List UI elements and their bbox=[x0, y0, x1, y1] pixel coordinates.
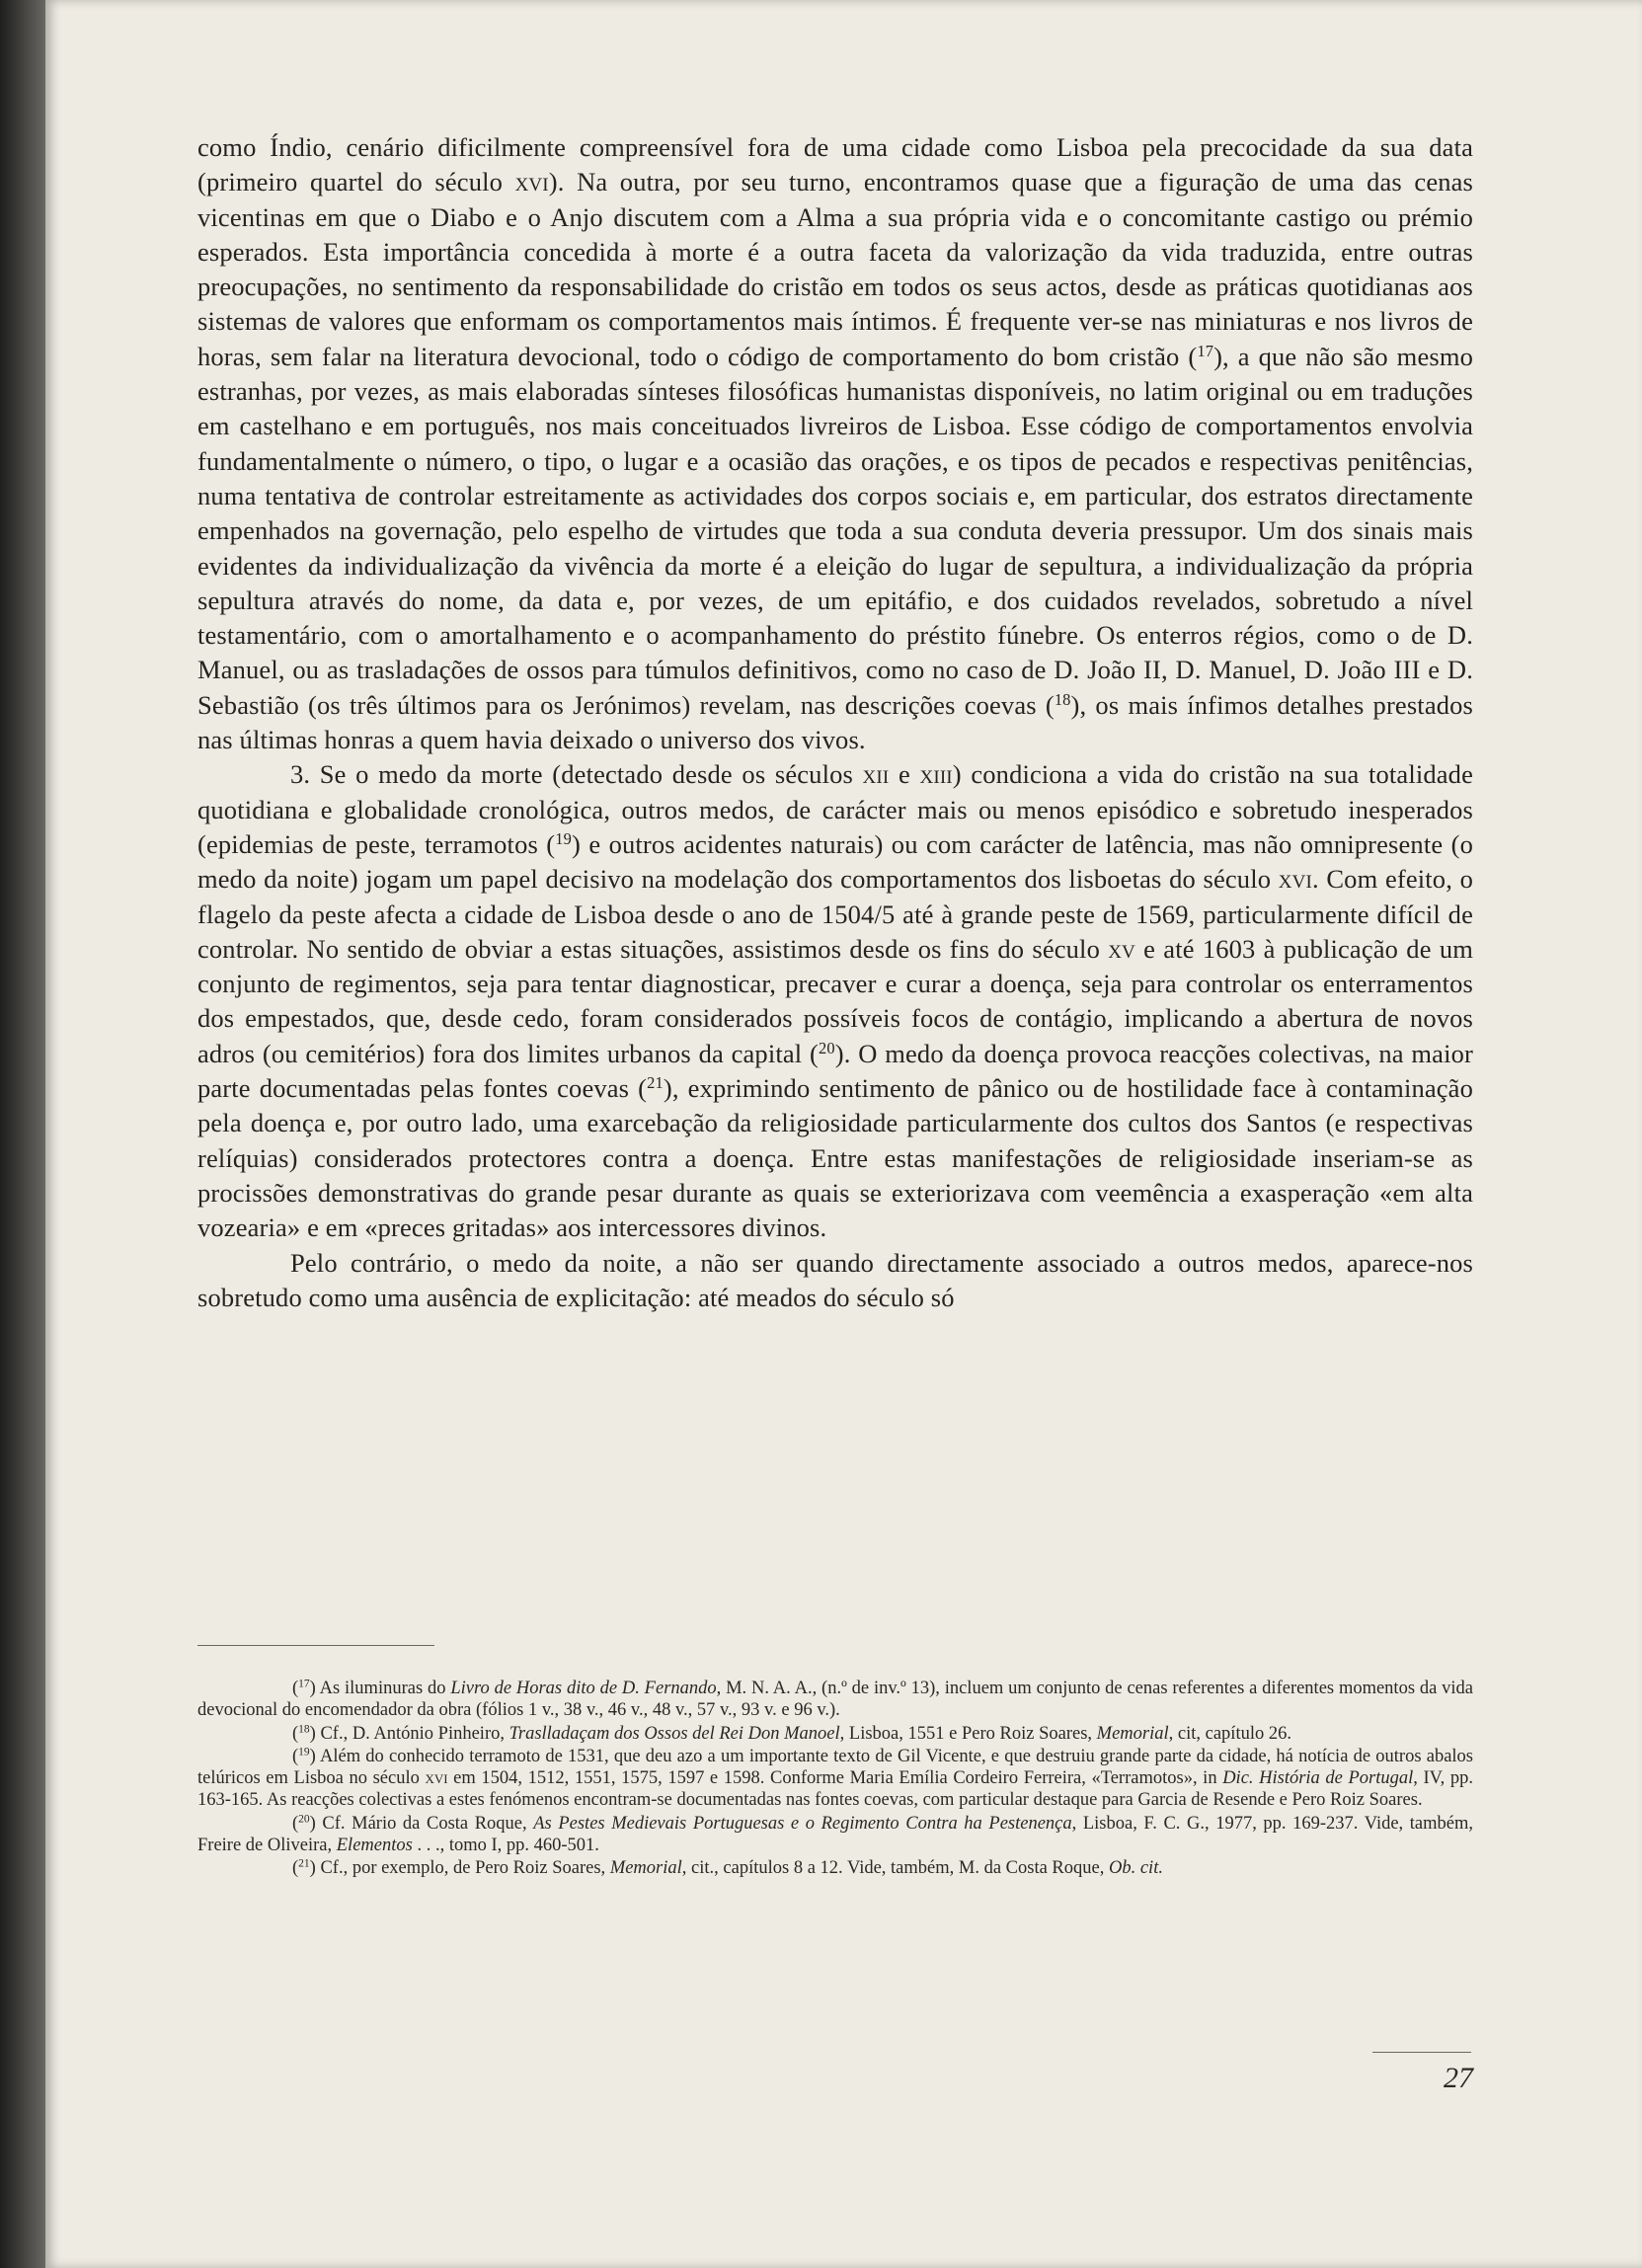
text-run: ) e outros acidentes naturais) ou com carácter de latência, mas não omnipresente (o medo da noite) jogam um papel decisivo na modelação dos comportamentos dos lisboetas do século bbox=[197, 828, 1473, 895]
italic-title: Dic. História de Portugal bbox=[1222, 1768, 1414, 1789]
century-numeral: xii bbox=[862, 759, 890, 790]
footnote-marker: 20 bbox=[298, 1813, 310, 1826]
text-run: . Com efeito, o flagelo da peste afecta a cidade de Lisboa desde o ano de 1504/5 até à grande peste de 1569, particularmente difícil de controlar. No sentido de obviar a estas situações, assistimos desde os fins do século bbox=[197, 864, 1473, 964]
text-run: , Lisboa, F. C. G., 1977, pp. 169-237. Vide, também, Freire de Oliveira, bbox=[197, 1813, 1473, 1855]
text-run: . . ., tomo I, pp. 460-501. bbox=[412, 1835, 599, 1855]
text-run: e até 1603 à publicação de um conjunto de regimentos, seja para tentar diagnosticar, precaver e curar a doença, seja para controlar os enterramentos dos empestados, que, desde cedo, foram considerados possíveis focos de contágio, implicando a abertura de novos adros (ou cemitérios) fora dos limites urbanos da capital ( bbox=[197, 933, 1473, 1068]
text-run: como Índio, cenário dificilmente compreensível fora de uma cidade como Lisboa pela precocidade da sua data (primeiro quartel do século bbox=[197, 132, 1473, 197]
text-run: ). O medo da doença provoca reacções colectivas, na maior parte documentadas pelas fontes coevas ( bbox=[197, 1038, 1473, 1104]
text-run: ). Na outra, por seu turno, encontramos quase que a figuração de uma das cenas vicentinas em que o Diabo e o Anjo discutem com a Alma a sua própria vida e o concomitante castigo ou prémio esperados. Esta importância concedida à morte é a outra faceta da valorização da vida traduzida, entre outras preocupações, no sentimento da responsabilidade do cristão em todos os seus actos, desde as práticas quotidianas aos sistemas de valores que enformam os comportamentos mais íntimos. É frequente ver-se nas miniaturas e nos livros de horas, sem falar na literatura devocional, todo o código de comportamento do bom cristão ( bbox=[197, 167, 1474, 371]
italic-title: Elementos bbox=[336, 1835, 413, 1855]
footnote: ($^{17}$) As iluminuras do Livro de Horas dito de D. Fernando, M. N. A. A., (n.º de inv.º 13), incluem um conjunto de cenas referentes a diferentes momentos da vida devocional do encomendador da obra (fólios 1 v., 38 v., 46 v., 48 v., 57 v., 93 v. e 96 v.). bbox=[197, 1678, 1474, 1720]
century-numeral: xv bbox=[1108, 933, 1135, 964]
footnote: ($^{21}$) Cf., por exemplo, de Pero Roiz Soares, Memorial, cit., capítulos 8 a 12. Vide, também, M. da Costa Roque, Ob. cit. bbox=[292, 1858, 1163, 1879]
text-run: 3. Se o medo da morte (detectado desde os séculos bbox=[290, 759, 863, 790]
footnote-separator bbox=[197, 1645, 434, 1646]
text-run: Cf., por exemplo, de Pero Roiz Soares, bbox=[315, 1858, 610, 1879]
page-number: 27 bbox=[1444, 2062, 1473, 2094]
book-gutter bbox=[0, 0, 45, 2268]
footnote-marker: 17 bbox=[1197, 341, 1214, 360]
footnote-marker: 18 bbox=[298, 1723, 310, 1736]
paragraph bbox=[197, 1246, 1473, 1316]
century-numeral: xvi bbox=[514, 167, 549, 197]
footnote-marker: 21 bbox=[647, 1072, 664, 1092]
footnote-marker: 20 bbox=[819, 1038, 835, 1057]
text-run: ) condiciona a vida do cristão na sua totalidade quotidiana e globalidade cronológica, outros medos, de carácter mais ou menos episódico e sobretudo inesperados (epidemias de peste, terramotos ( bbox=[197, 759, 1473, 859]
footnote-marker: 17 bbox=[298, 1678, 310, 1690]
paragraph bbox=[197, 757, 1473, 1245]
century-numeral: xiii bbox=[919, 759, 953, 790]
italic-title: Traslladaçam dos Ossos del Rei Don Manoel bbox=[508, 1723, 840, 1744]
text-run: ), a que não são mesmo estranhas, por vezes, as mais elaboradas sínteses filosóficas humanistas disponíveis, no latim original ou em traduções em castelhano e em português, nos mais conceituados livreiros de Lisboa. Esse código de comportamentos envolvia fundamentalmente o número, o tipo, o lugar e a ocasião das orações, e os tipos de pecados e respectivas penitências, numa tentativa de controlar estreitamente as actividades dos corpos sociais e, em particular, dos estratos directamente empenhados na governação, pelo espelho de virtudes que toda a sua conduta deveria pressupor. Um dos sinais mais evidentes da individualização da vivência da morte é a eleição do lugar de sepultura, a individualização da própria sepultura através do nome, da data e, por vezes, de um epitáfio, e dos cuidados revelados, sobretudo a nível testamentário, com o amortalhamento e o acompanhamento do préstito fúnebre. Os enterros régios, como o de D. Manuel, ou as trasladações de ossos para túmulos definitivos, como no caso de D. João II, D. Manuel, D. João III e D. Sebastião (os três últimos para os Jerónimos) revelam, nas descrições coevas ( bbox=[197, 341, 1473, 720]
text-run: As iluminuras do bbox=[315, 1679, 451, 1698]
body-text bbox=[197, 130, 1473, 1315]
italic-title: Memorial bbox=[609, 1858, 682, 1879]
italic-title: Ob. cit. bbox=[1108, 1858, 1163, 1879]
text-run: ), os mais ínfimos detalhes prestados nas últimas honras a quem havia deixado o universo dos vivos. bbox=[197, 689, 1473, 755]
text-run: , M. N. A. A., (n.º de inv.º 13), incluem um conjunto de cenas referentes a diferentes momentos da vida devocional do encomendador da obra (fólios 1 v., 38 v., 46 v., 48 v., 57 v., 93 v. e 96 v.). bbox=[197, 1679, 1474, 1720]
text-run: e bbox=[889, 759, 920, 790]
footnote-marker: 21 bbox=[298, 1858, 310, 1871]
italic-title: As Pestes Medievais Portuguesas e o Regimento Contra ha Pestenença bbox=[533, 1813, 1072, 1834]
text-run: Cf., D. António Pinheiro, bbox=[315, 1723, 509, 1744]
century-numeral: xvi bbox=[1278, 864, 1312, 895]
italic-title: Memorial bbox=[1096, 1723, 1169, 1744]
footnote: ($^{18}$) Cf., D. António Pinheiro, Traslladaçam dos Ossos del Rei Don Manoel, Lisboa, 1551 e Pero Roiz Soares, Memorial, cit, capítulo 26. bbox=[292, 1723, 1291, 1744]
text-run: , IV, pp. 163-165. As reacções colectivas a estes fenómenos encontram-se documentadas nas fontes coevas, com particular destaque para Garcia de Resende e Pero Roiz Soares. bbox=[197, 1768, 1474, 1810]
footnote-marker: 19 bbox=[555, 828, 572, 848]
text-run: Além do conhecido terramoto de 1531, que deu azo a um importante texto de Gil Vicente, e que destruiu grande parte da cidade, há notícia de outros abalos telúricos em Lisboa no século bbox=[197, 1747, 1473, 1789]
text-run: , Lisboa, 1551 e Pero Roiz Soares, bbox=[839, 1723, 1097, 1744]
italic-title: Livro de Horas dito de D. Fernando bbox=[450, 1679, 717, 1698]
text-run: Cf. Mário da Costa Roque, bbox=[315, 1813, 534, 1834]
text-run: , cit, capítulo 26. bbox=[1168, 1723, 1291, 1744]
footnote: ($^{20}$) Cf. Mário da Costa Roque, As Pestes Medievais Portuguesas e o Regimento Contra ha Pestenença, Lisboa, F. C. G., 1977, pp. 169-237. Vide, também, Freire de Oliveira, Elementos . . ., tomo I, pp. 460-501. bbox=[197, 1813, 1473, 1855]
footnote-marker: 18 bbox=[1054, 689, 1071, 709]
footnote-marker: 19 bbox=[298, 1747, 310, 1760]
footnotes bbox=[197, 1679, 1473, 1882]
paragraph bbox=[197, 130, 1473, 757]
page-number-rule bbox=[1372, 2052, 1471, 2053]
text-run: , cit., capítulos 8 a 12. Vide, também, M. da Costa Roque, bbox=[681, 1858, 1109, 1879]
text-run: ), exprimindo sentimento de pânico ou de hostilidade face à contaminação pela doença e, por outro lado, uma exarcebação da religiosidade particularmente dos cultos dos Santos (e respectivas relíquias) considerados protectores contra a doença. Entre estas manifestações de religiosidade inseriam-se as procissões demonstrativas do grande pesar durante as quais se exteriorizava com veemência a exasperação «em alta vozearia» e em «preces gritadas» aos intercessores divinos. bbox=[197, 1073, 1473, 1243]
century-numeral: xvi bbox=[425, 1768, 448, 1789]
text-run: em 1504, 1512, 1551, 1575, 1597 e 1598. Conforme Maria Emília Cordeiro Ferreira, «Terramotos», in bbox=[447, 1768, 1223, 1789]
footnote: ($^{19}$) Além do conhecido terramoto de 1531, que deu azo a um importante texto de Gil Vicente, e que destruiu grande parte da cidade, há notícia de outros abalos telúricos em Lisboa no século xvi em 1504, 1512, 1551, 1575, 1597 e 1598. Conforme Maria Emília Cordeiro Ferreira, «Terramotos», in Dic. História de Portugal, IV, pp. 163-165. As reacções colectivas a estes fenómenos encontram-se documentadas nas fontes coevas, com particular destaque para Garcia de Resende e Pero Roiz Soares. bbox=[197, 1747, 1474, 1810]
text-run: Pelo contrário, o medo da noite, a não ser quando directamente associado a outros medos, aparece-nos sobretudo como uma ausência de explicitação: até meados do século só bbox=[197, 1247, 1473, 1312]
